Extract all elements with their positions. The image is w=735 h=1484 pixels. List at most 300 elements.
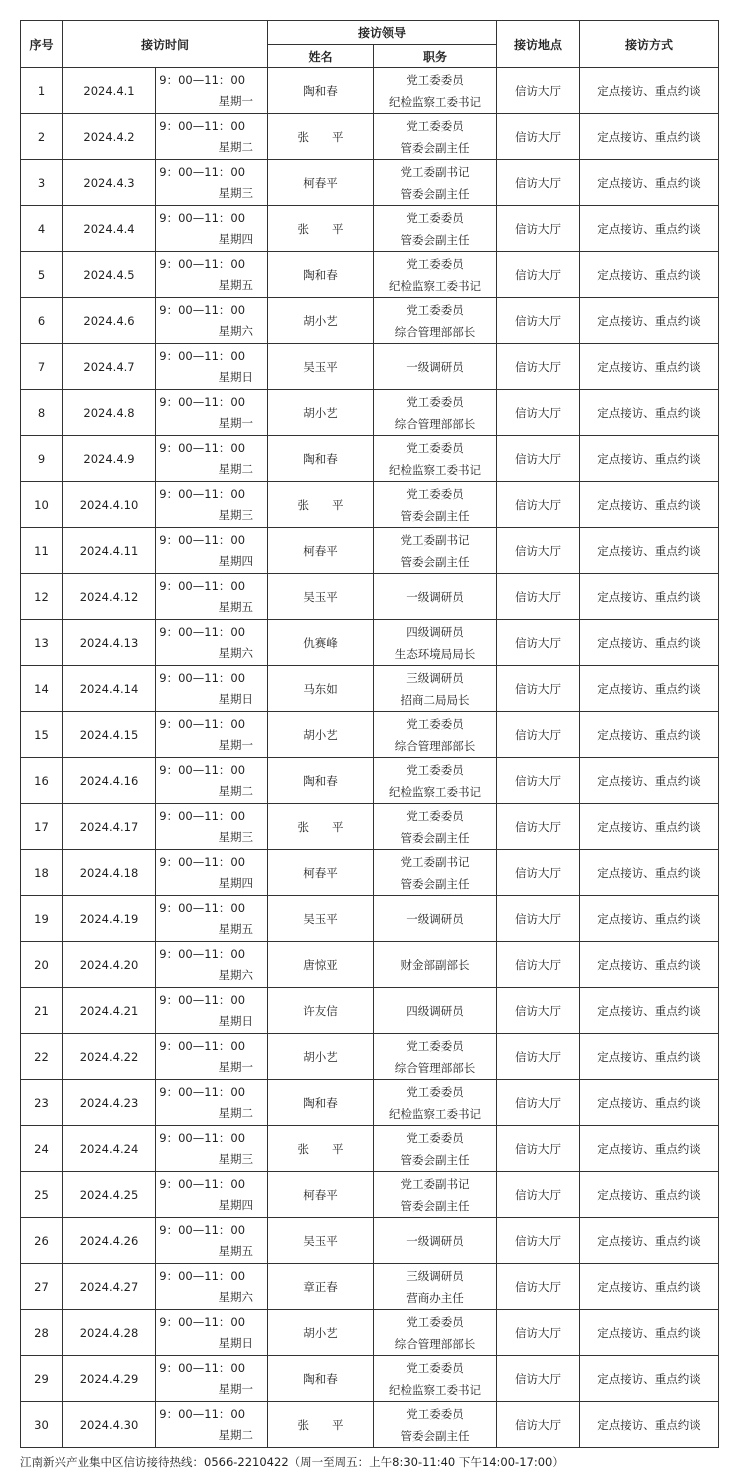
row-date: 2024.4.13 — [63, 620, 156, 666]
row-leader-duty — [374, 528, 497, 574]
table-row — [21, 252, 719, 298]
row-time-range: 9：00—11：00 — [159, 947, 246, 961]
row-time-range: 9：00—11：00 — [159, 257, 246, 271]
row-leader-name: 张 平 — [268, 804, 374, 850]
table-row — [21, 620, 719, 666]
row-location: 信访大厅 — [497, 1126, 580, 1172]
row-time — [156, 344, 268, 390]
row-weekday: 星期一 — [218, 738, 254, 752]
row-time — [156, 1402, 268, 1448]
row-location: 信访大厅 — [497, 528, 580, 574]
row-location: 信访大厅 — [497, 1356, 580, 1402]
row-no: 10 — [21, 482, 63, 528]
row-date: 2024.4.16 — [63, 758, 156, 804]
row-location: 信访大厅 — [497, 574, 580, 620]
row-location: 信访大厅 — [497, 758, 580, 804]
row-time — [156, 298, 268, 344]
row-no: 9 — [21, 436, 63, 482]
row-duty-line1: 党工委委员 — [406, 1038, 464, 1053]
row-time — [156, 1310, 268, 1356]
table-row — [21, 1080, 719, 1126]
row-method: 定点接访、重点约谈 — [580, 804, 719, 850]
row-method: 定点接访、重点约谈 — [580, 528, 719, 574]
row-leader-name: 仇赛峰 — [268, 620, 374, 666]
row-time — [156, 1264, 268, 1310]
table-row — [21, 114, 719, 160]
row-leader-name: 张 平 — [268, 482, 374, 528]
row-time — [156, 988, 268, 1034]
row-leader-name: 张 平 — [268, 114, 374, 160]
row-leader-duty — [374, 1310, 497, 1356]
row-duty-line1: 党工委委员 — [406, 394, 464, 409]
row-location: 信访大厅 — [497, 712, 580, 758]
row-time-range: 9：00—11：00 — [159, 1269, 246, 1283]
row-leader-name: 胡小艺 — [268, 1310, 374, 1356]
row-location: 信访大厅 — [497, 114, 580, 160]
row-duty-line2: 管委会副主任 — [400, 232, 470, 247]
row-method: 定点接访、重点约谈 — [580, 942, 719, 988]
row-method: 定点接访、重点约谈 — [580, 758, 719, 804]
row-time-range: 9：00—11：00 — [159, 349, 246, 363]
row-location: 信访大厅 — [497, 252, 580, 298]
row-time-range: 9：00—11：00 — [159, 1177, 246, 1191]
row-duty-line1: 一级调研员 — [406, 911, 464, 926]
row-location: 信访大厅 — [497, 1402, 580, 1448]
table-row — [21, 390, 719, 436]
row-time — [156, 1218, 268, 1264]
row-method: 定点接访、重点约谈 — [580, 114, 719, 160]
row-time-range: 9：00—11：00 — [159, 717, 246, 731]
row-leader-duty — [374, 298, 497, 344]
row-leader-name: 柯春平 — [268, 160, 374, 206]
row-duty-line1: 一级调研员 — [406, 1233, 464, 1248]
row-location: 信访大厅 — [497, 68, 580, 114]
reception-schedule-table — [20, 20, 719, 1448]
row-no: 29 — [21, 1356, 63, 1402]
row-time — [156, 68, 268, 114]
row-date: 2024.4.23 — [63, 1080, 156, 1126]
row-no: 23 — [21, 1080, 63, 1126]
row-date: 2024.4.8 — [63, 390, 156, 436]
row-duty-line1: 财金部副部长 — [400, 957, 470, 972]
row-location: 信访大厅 — [497, 298, 580, 344]
row-leader-duty — [374, 1356, 497, 1402]
row-leader-duty — [374, 1034, 497, 1080]
row-method: 定点接访、重点约谈 — [580, 206, 719, 252]
row-leader-name: 柯春平 — [268, 1172, 374, 1218]
row-duty-line2: 管委会副主任 — [400, 1198, 470, 1213]
row-leader-duty — [374, 1080, 497, 1126]
row-duty-line1: 党工委委员 — [406, 118, 464, 133]
row-date: 2024.4.14 — [63, 666, 156, 712]
row-leader-duty — [374, 206, 497, 252]
row-leader-duty — [374, 942, 497, 988]
row-leader-name: 陶和春 — [268, 252, 374, 298]
row-leader-name: 吴玉平 — [268, 896, 374, 942]
row-time-range: 9：00—11：00 — [159, 487, 246, 501]
row-method: 定点接访、重点约谈 — [580, 620, 719, 666]
table-row — [21, 1126, 719, 1172]
row-leader-duty — [374, 482, 497, 528]
row-leader-duty — [374, 712, 497, 758]
row-weekday: 星期六 — [218, 646, 254, 660]
row-duty-line2: 综合管理部部长 — [394, 324, 476, 339]
table-row — [21, 574, 719, 620]
row-leader-duty — [374, 896, 497, 942]
row-leader-name: 胡小艺 — [268, 390, 374, 436]
row-leader-duty — [374, 344, 497, 390]
row-weekday: 星期一 — [218, 94, 254, 108]
row-time — [156, 1080, 268, 1126]
row-date: 2024.4.9 — [63, 436, 156, 482]
row-time-range: 9：00—11：00 — [159, 1315, 246, 1329]
row-location: 信访大厅 — [497, 988, 580, 1034]
row-method: 定点接访、重点约谈 — [580, 666, 719, 712]
row-method: 定点接访、重点约谈 — [580, 252, 719, 298]
row-time — [156, 252, 268, 298]
row-no: 7 — [21, 344, 63, 390]
row-location: 信访大厅 — [497, 160, 580, 206]
header-no: 序号 — [21, 21, 63, 68]
row-duty-line1: 党工委委员 — [406, 1084, 464, 1099]
row-method: 定点接访、重点约谈 — [580, 1402, 719, 1448]
row-leader-name: 柯春平 — [268, 850, 374, 896]
row-duty-line1: 党工委委员 — [406, 210, 464, 225]
row-location: 信访大厅 — [497, 1218, 580, 1264]
row-duty-line2: 综合管理部部长 — [394, 416, 476, 431]
row-no: 12 — [21, 574, 63, 620]
row-weekday: 星期二 — [218, 140, 254, 154]
row-leader-duty — [374, 988, 497, 1034]
row-date: 2024.4.26 — [63, 1218, 156, 1264]
row-duty-line2: 纪检监察工委书记 — [389, 784, 482, 799]
row-no: 4 — [21, 206, 63, 252]
row-duty-line2: 管委会副主任 — [400, 830, 470, 845]
row-method: 定点接访、重点约谈 — [580, 68, 719, 114]
row-location: 信访大厅 — [497, 1034, 580, 1080]
row-duty-line2: 管委会副主任 — [400, 140, 470, 155]
table-row — [21, 758, 719, 804]
row-no: 11 — [21, 528, 63, 574]
row-duty-line2: 纪检监察工委书记 — [389, 1382, 482, 1397]
row-date: 2024.4.12 — [63, 574, 156, 620]
row-no: 2 — [21, 114, 63, 160]
row-method: 定点接访、重点约谈 — [580, 390, 719, 436]
row-duty-line2: 招商二局局长 — [400, 692, 470, 707]
row-method: 定点接访、重点约谈 — [580, 160, 719, 206]
row-method: 定点接访、重点约谈 — [580, 482, 719, 528]
row-time-range: 9：00—11：00 — [159, 165, 246, 179]
row-duty-line1: 党工委委员 — [406, 440, 464, 455]
row-leader-name: 马东如 — [268, 666, 374, 712]
row-location: 信访大厅 — [497, 850, 580, 896]
row-time — [156, 712, 268, 758]
row-duty-line2: 管委会副主任 — [400, 876, 470, 891]
row-time-range: 9：00—11：00 — [159, 625, 246, 639]
row-weekday: 星期日 — [218, 1014, 254, 1028]
row-duty-line1: 党工委委员 — [406, 302, 464, 317]
row-method: 定点接访、重点约谈 — [580, 1126, 719, 1172]
row-duty-line1: 党工委副书记 — [400, 1176, 470, 1191]
row-date: 2024.4.7 — [63, 344, 156, 390]
table-row — [21, 896, 719, 942]
row-time-range: 9：00—11：00 — [159, 533, 246, 547]
row-weekday: 星期二 — [218, 784, 254, 798]
table-row — [21, 666, 719, 712]
table-row — [21, 712, 719, 758]
row-no: 19 — [21, 896, 63, 942]
table-row — [21, 1172, 719, 1218]
row-date: 2024.4.21 — [63, 988, 156, 1034]
row-leader-name: 吴玉平 — [268, 574, 374, 620]
row-time-range: 9：00—11：00 — [159, 303, 246, 317]
row-date: 2024.4.29 — [63, 1356, 156, 1402]
row-duty-line2: 纪检监察工委书记 — [389, 278, 482, 293]
row-duty-line2: 纪检监察工委书记 — [389, 462, 482, 477]
row-location: 信访大厅 — [497, 1080, 580, 1126]
row-location: 信访大厅 — [497, 390, 580, 436]
row-no: 8 — [21, 390, 63, 436]
row-time-range: 9：00—11：00 — [159, 73, 246, 87]
row-leader-name: 胡小艺 — [268, 1034, 374, 1080]
row-time — [156, 1126, 268, 1172]
row-location: 信访大厅 — [497, 666, 580, 712]
row-no: 17 — [21, 804, 63, 850]
row-date: 2024.4.5 — [63, 252, 156, 298]
row-time — [156, 206, 268, 252]
row-time-range: 9：00—11：00 — [159, 1131, 246, 1145]
row-location: 信访大厅 — [497, 344, 580, 390]
table-row — [21, 344, 719, 390]
row-time-range: 9：00—11：00 — [159, 211, 246, 225]
row-no: 15 — [21, 712, 63, 758]
row-date: 2024.4.3 — [63, 160, 156, 206]
row-duty-line2: 管委会副主任 — [400, 186, 470, 201]
row-date: 2024.4.28 — [63, 1310, 156, 1356]
row-method: 定点接访、重点约谈 — [580, 1356, 719, 1402]
row-duty-line2: 管委会副主任 — [400, 1152, 470, 1167]
row-time — [156, 850, 268, 896]
row-leader-duty — [374, 666, 497, 712]
row-no: 26 — [21, 1218, 63, 1264]
row-duty-line1: 党工委委员 — [406, 1130, 464, 1145]
row-duty-line1: 党工委委员 — [406, 486, 464, 501]
row-location: 信访大厅 — [497, 1264, 580, 1310]
row-weekday: 星期一 — [218, 416, 254, 430]
row-duty-line1: 党工委副书记 — [400, 164, 470, 179]
table-row — [21, 1034, 719, 1080]
row-no: 22 — [21, 1034, 63, 1080]
row-time-range: 9：00—11：00 — [159, 441, 246, 455]
row-leader-duty — [374, 114, 497, 160]
row-method: 定点接访、重点约谈 — [580, 896, 719, 942]
hotline-footer: 江南新兴产业集中区信访接待热线：0566-2210422（周一至周五：上午8:30-11:40 下午14:00-17:00） — [20, 1455, 564, 1469]
row-location: 信访大厅 — [497, 1172, 580, 1218]
row-method: 定点接访、重点约谈 — [580, 850, 719, 896]
row-duty-line1: 党工委委员 — [406, 1406, 464, 1421]
row-duty-line1: 四级调研员 — [406, 624, 464, 639]
header-name: 姓名 — [268, 45, 374, 68]
row-weekday: 星期日 — [218, 1336, 254, 1350]
row-weekday: 星期三 — [218, 830, 254, 844]
row-leader-name: 张 平 — [268, 1126, 374, 1172]
row-weekday: 星期三 — [218, 1152, 254, 1166]
row-leader-name: 胡小艺 — [268, 712, 374, 758]
row-weekday: 星期三 — [218, 508, 254, 522]
row-no: 13 — [21, 620, 63, 666]
row-time — [156, 436, 268, 482]
table-row — [21, 850, 719, 896]
table-row — [21, 1356, 719, 1402]
row-leader-name: 柯春平 — [268, 528, 374, 574]
row-duty-line1: 党工委委员 — [406, 762, 464, 777]
table-body — [21, 68, 719, 1448]
header-location: 接访地点 — [497, 21, 580, 68]
row-duty-line2: 管委会副主任 — [400, 1428, 470, 1443]
row-method: 定点接访、重点约谈 — [580, 574, 719, 620]
row-no: 14 — [21, 666, 63, 712]
row-date: 2024.4.20 — [63, 942, 156, 988]
row-weekday: 星期六 — [218, 324, 254, 338]
row-duty-line2: 管委会副主任 — [400, 554, 470, 569]
row-leader-duty — [374, 758, 497, 804]
row-leader-duty — [374, 252, 497, 298]
row-time-range: 9：00—11：00 — [159, 855, 246, 869]
row-duty-line2: 综合管理部部长 — [394, 738, 476, 753]
row-time — [156, 574, 268, 620]
row-weekday: 星期六 — [218, 968, 254, 982]
row-method: 定点接访、重点约谈 — [580, 298, 719, 344]
row-time-range: 9：00—11：00 — [159, 1039, 246, 1053]
row-no: 6 — [21, 298, 63, 344]
row-no: 24 — [21, 1126, 63, 1172]
row-weekday: 星期二 — [218, 462, 254, 476]
row-time-range: 9：00—11：00 — [159, 993, 246, 1007]
row-time-range: 9：00—11：00 — [159, 763, 246, 777]
row-time — [156, 942, 268, 988]
row-duty-line1: 党工委委员 — [406, 72, 464, 87]
row-weekday: 星期五 — [218, 600, 254, 614]
row-time — [156, 666, 268, 712]
row-weekday: 星期二 — [218, 1106, 254, 1120]
row-weekday: 星期五 — [218, 1244, 254, 1258]
row-duty-line1: 党工委副书记 — [400, 854, 470, 869]
row-leader-duty — [374, 1126, 497, 1172]
row-time-range: 9：00—11：00 — [159, 671, 246, 685]
row-time-range: 9：00—11：00 — [159, 809, 246, 823]
row-date: 2024.4.19 — [63, 896, 156, 942]
table-row — [21, 804, 719, 850]
row-no: 28 — [21, 1310, 63, 1356]
row-method: 定点接访、重点约谈 — [580, 1264, 719, 1310]
row-location: 信访大厅 — [497, 896, 580, 942]
row-time-range: 9：00—11：00 — [159, 119, 246, 133]
row-weekday: 星期一 — [218, 1382, 254, 1396]
row-leader-duty — [374, 574, 497, 620]
row-date: 2024.4.17 — [63, 804, 156, 850]
row-date: 2024.4.25 — [63, 1172, 156, 1218]
row-method: 定点接访、重点约谈 — [580, 988, 719, 1034]
row-method: 定点接访、重点约谈 — [580, 712, 719, 758]
row-weekday: 星期五 — [218, 278, 254, 292]
row-leader-duty — [374, 1264, 497, 1310]
row-no: 18 — [21, 850, 63, 896]
row-date: 2024.4.1 — [63, 68, 156, 114]
row-location: 信访大厅 — [497, 206, 580, 252]
header-method: 接访方式 — [580, 21, 719, 68]
header-leader: 接访领导 — [268, 21, 497, 45]
row-leader-name: 张 平 — [268, 1402, 374, 1448]
row-leader-name: 陶和春 — [268, 436, 374, 482]
row-time — [156, 758, 268, 804]
row-time — [156, 160, 268, 206]
row-weekday: 星期四 — [218, 232, 254, 246]
row-leader-duty — [374, 390, 497, 436]
table-row — [21, 1264, 719, 1310]
row-time-range: 9：00—11：00 — [159, 1085, 246, 1099]
row-weekday: 星期三 — [218, 186, 254, 200]
row-time — [156, 1172, 268, 1218]
row-time-range: 9：00—11：00 — [159, 395, 246, 409]
table-row — [21, 988, 719, 1034]
row-leader-duty — [374, 1402, 497, 1448]
row-date: 2024.4.30 — [63, 1402, 156, 1448]
row-leader-duty — [374, 436, 497, 482]
row-duty-line2: 生态环境局局长 — [394, 646, 476, 661]
header-duty: 职务 — [374, 45, 497, 68]
row-date: 2024.4.4 — [63, 206, 156, 252]
table-row — [21, 1310, 719, 1356]
row-time — [156, 390, 268, 436]
header-time: 接访时间 — [63, 21, 268, 68]
row-location: 信访大厅 — [497, 436, 580, 482]
row-date: 2024.4.11 — [63, 528, 156, 574]
row-time — [156, 896, 268, 942]
row-duty-line1: 四级调研员 — [406, 1003, 464, 1018]
row-date: 2024.4.2 — [63, 114, 156, 160]
row-weekday: 星期四 — [218, 554, 254, 568]
row-leader-duty — [374, 1172, 497, 1218]
row-time-range: 9：00—11：00 — [159, 1361, 246, 1375]
row-leader-duty — [374, 68, 497, 114]
row-duty-line2: 纪检监察工委书记 — [389, 1106, 482, 1121]
row-date: 2024.4.15 — [63, 712, 156, 758]
row-time — [156, 482, 268, 528]
row-location: 信访大厅 — [497, 942, 580, 988]
row-leader-name: 吴玉平 — [268, 344, 374, 390]
row-no: 1 — [21, 68, 63, 114]
row-time — [156, 804, 268, 850]
row-weekday: 星期日 — [218, 370, 254, 384]
table-row — [21, 206, 719, 252]
row-location: 信访大厅 — [497, 620, 580, 666]
row-leader-name: 陶和春 — [268, 758, 374, 804]
row-no: 3 — [21, 160, 63, 206]
row-duty-line1: 党工委委员 — [406, 1360, 464, 1375]
row-leader-name: 章正春 — [268, 1264, 374, 1310]
header-row — [21, 21, 719, 45]
row-method: 定点接访、重点约谈 — [580, 1034, 719, 1080]
table-row — [21, 942, 719, 988]
row-date: 2024.4.22 — [63, 1034, 156, 1080]
row-date: 2024.4.18 — [63, 850, 156, 896]
row-leader-duty — [374, 620, 497, 666]
row-method: 定点接访、重点约谈 — [580, 1218, 719, 1264]
row-duty-line1: 党工委副书记 — [400, 532, 470, 547]
row-no: 16 — [21, 758, 63, 804]
table-row — [21, 298, 719, 344]
row-time-range: 9：00—11：00 — [159, 579, 246, 593]
